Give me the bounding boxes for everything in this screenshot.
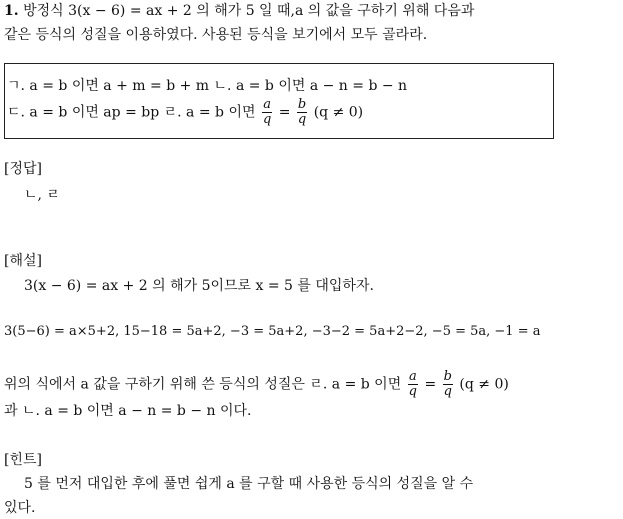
explanation-line-3-prefix: 위의 식에서 a 값을 구하기 위해 쓴 등식의 성질은 ㄹ. a = b 이면 <box>4 376 402 393</box>
question-number: 1. <box>4 3 19 19</box>
fraction-denominator: q <box>443 384 452 399</box>
explanation-line-1: 3(x − 6) = ax + 2 의 해가 5이므로 x = 5 를 대입하자. <box>24 278 374 294</box>
hint-line-2: 있다. <box>4 500 36 516</box>
choices-box <box>4 63 554 139</box>
choice-fraction-b-q <box>297 98 307 127</box>
question-line-1 <box>4 2 474 20</box>
question-text-1: 방정식 3(x − 6) = ax + 2 의 해가 5 일 때,a 의 값을 구하기 위해 다음과 <box>23 3 475 19</box>
explanation-line-2: 3(5−6) = a×5+2, 15−18 = 5a+2, −3 = 5a+2, −3−2 = 5a+2−2, −5 = 5a, −1 = a <box>4 324 541 339</box>
hint-line-1: 5 를 먼저 대입한 후에 풀면 쉽게 a 를 구할 때 사용한 등식의 성질을 알 수 <box>24 476 474 492</box>
fraction-denominator: q <box>408 384 417 399</box>
choice-fraction-a-q <box>262 98 272 127</box>
choice-row-1: ㄱ. a = b 이면 a + m = b + m ㄴ. a = b 이면 a − n = b − n <box>7 78 408 94</box>
hint-header: [힌트] <box>4 452 42 468</box>
answer-header: [정답] <box>4 161 42 177</box>
fraction-numerator: a <box>408 369 417 384</box>
fraction-numerator: b <box>297 97 307 112</box>
explanation-header: [해설] <box>4 253 42 269</box>
fraction-denominator: q <box>297 112 307 127</box>
equals-sign: = <box>278 104 291 121</box>
fraction-denominator: q <box>262 112 272 127</box>
explanation-line-4: 과 ㄴ. a = b 이면 a − n = b − n 이다. <box>4 403 252 419</box>
question-text-2: 같은 등식의 성질을 이용하였다. 사용된 등식을 보기에서 모두 골라라. <box>4 27 428 43</box>
explanation-line-3-suffix: (q ≠ 0) <box>459 376 509 393</box>
answer-value: ㄴ, ㄹ <box>24 187 60 203</box>
choice-row-2 <box>7 98 363 127</box>
explanation-line-3 <box>4 370 509 399</box>
fraction-numerator: b <box>443 369 452 384</box>
explanation-fraction-a-q <box>408 370 418 399</box>
choice-row-2-prefix: ㄷ. a = b 이면 ap = bp ㄹ. a = b 이면 <box>7 104 256 121</box>
explanation-fraction-b-q <box>443 370 453 399</box>
choice-row-2-suffix: (q ≠ 0) <box>313 104 364 121</box>
equals-sign: = <box>424 376 437 393</box>
fraction-numerator: a <box>263 97 271 112</box>
